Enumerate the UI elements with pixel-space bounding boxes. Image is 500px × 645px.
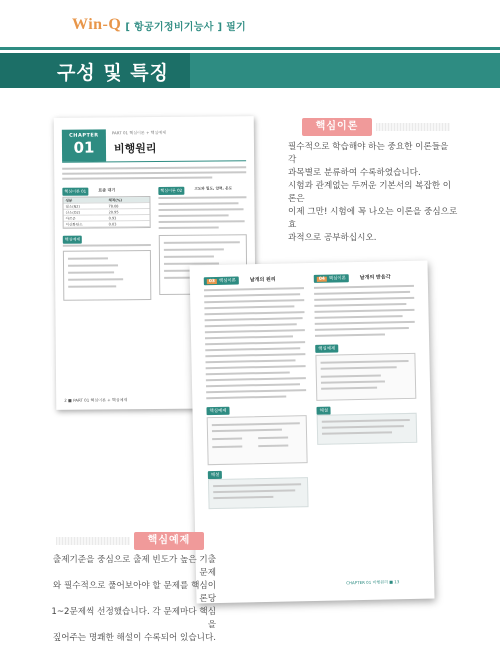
section-heading: 고도와 밀도, 압력, 온도	[194, 186, 233, 191]
example-question-box	[315, 353, 416, 401]
core-theory-text: 필수적으로 학습해야 하는 중요한 이론들을 각 과목별로 분류하여 수록하였습니다. 시험과 관계없는 두꺼운 기본서의 복잡한 이론은 이제 그만! 시험에 꼭 나오는 이론을 중심으로 효 과적으로 공부하십시오.	[288, 142, 458, 243]
composition-table	[62, 196, 150, 229]
chapter-title: 비행원리	[113, 141, 157, 156]
section-tag: 핵심이론 01	[62, 188, 88, 196]
table-row: 이산화탄소 0.03	[64, 221, 150, 228]
explanation-box	[317, 413, 418, 445]
table-row: 산소(O2) 20.95	[64, 209, 150, 216]
core-theory-label: 핵심이론	[302, 118, 372, 136]
table-header: 성분 체적(%)	[63, 197, 149, 204]
core-example-stripe	[56, 537, 130, 545]
page-footer: 2 ■ PART 01 핵심이론 + 핵심예제	[64, 397, 128, 403]
chapter-breadcrumb: PART 01 핵심이론 + 핵심예제	[111, 129, 167, 136]
chapter-badge: CHAPTER 01	[62, 129, 106, 161]
core-theory-stripe	[376, 123, 450, 131]
example-box	[63, 250, 151, 301]
page-footer: CHAPTER 01 비행원리 ■ 13	[346, 579, 400, 586]
explanation-tag: 해설	[208, 471, 223, 479]
example-tag: 핵심예제	[206, 407, 229, 415]
logo: Win-Q	[72, 16, 122, 33]
section-tag: 04 핵심이론	[314, 274, 349, 283]
example-tag: 핵심예제	[315, 344, 338, 352]
section-tag: 핵심이론 02	[158, 187, 184, 195]
example-tag: 핵심예제	[63, 236, 83, 244]
header	[0, 0, 500, 50]
explanation-box	[208, 477, 309, 509]
explanation-tag: 해설	[316, 407, 331, 415]
sample-page-right	[189, 261, 434, 604]
table-row: 아르곤 0.93	[64, 215, 150, 222]
header-divider	[0, 47, 500, 50]
section-heading: 날개의 원리	[249, 276, 276, 284]
section-heading: 표준 대기	[98, 187, 116, 193]
section-heading: 날개의 받음각	[359, 274, 391, 281]
chapter-rule	[62, 160, 246, 163]
core-example-label: 핵심예제	[134, 532, 204, 550]
page-title: 구성 및 특징	[57, 62, 169, 84]
table-row: 질소(N2) 78.08	[63, 203, 149, 210]
example-question-box	[207, 415, 308, 465]
section-banner	[0, 53, 500, 88]
core-example-text: 출제기준을 중심으로 출제 빈도가 높은 기출문제 와 필수적으로 풀어보아야 할 문제를 핵심이론당 1~2문제씩 선정했습니다. 각 문제마다 핵심을 짚어주는 명쾌한 해설이 수록되어 있습니다.	[51, 555, 216, 643]
section-tag: 03 핵심이론	[204, 276, 239, 285]
book-title: [ 항공기정비기능사 ] 필기	[125, 21, 247, 33]
